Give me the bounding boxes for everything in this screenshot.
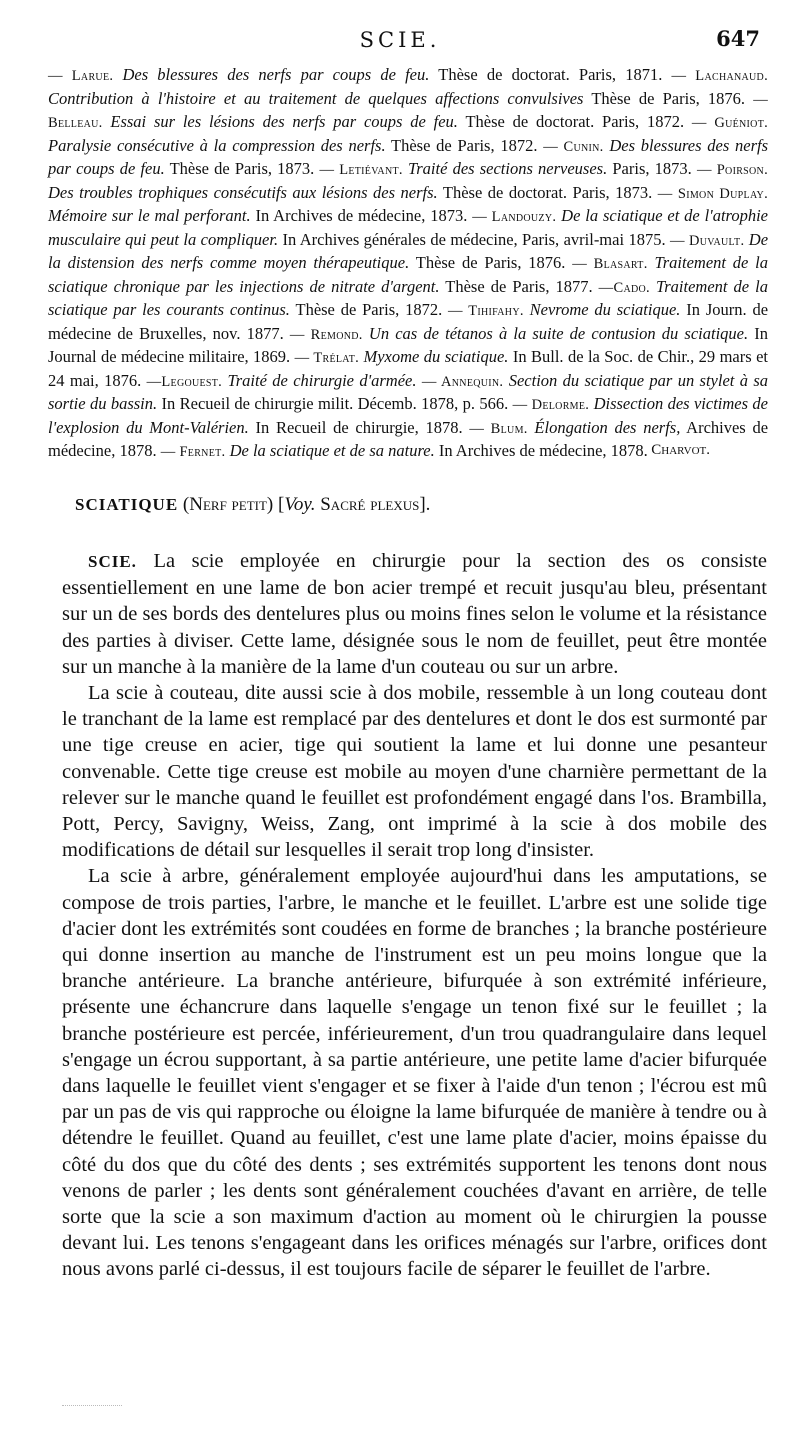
bibliography-title: Traité de chirurgie d'armée. xyxy=(227,370,417,390)
cross-reference-bracket-open: [ xyxy=(278,494,285,515)
bibliography-title: Dissection des victimes de l'explosion du Mont-Valérien. xyxy=(48,394,768,437)
cross-reference-bracket-close: ]. xyxy=(419,494,431,515)
bibliography-details: In Journal de médecine militaire, 1869. xyxy=(48,323,769,366)
bibliography-title: Contribution à l'histoire et au traitement de quelques affections convulsives xyxy=(48,88,584,108)
bibliography-title: Essai sur les lésions des nerfs par coups de feu. xyxy=(110,112,458,131)
cross-reference-head-word: SCIATIQUE xyxy=(75,495,179,514)
bibliography-title: Section du sciatique par un stylet à sa sortie du bassin. xyxy=(48,370,769,413)
page-bottom-mark xyxy=(62,1405,122,1407)
bibliography-title: Traitement de la sciatique chronique par les injections de nitrate d'argent. xyxy=(48,253,769,296)
page-number: 647 xyxy=(716,26,760,51)
bibliography-author: —Legouest. xyxy=(146,373,223,390)
bibliography-details: Thèse de doctorat. Paris, 1872. xyxy=(465,112,685,131)
bibliography-title: De la sciatique et de l'atrophie musculaire qui peut la compliquer. xyxy=(48,206,768,249)
bibliography-title: Traité des sections nerveuses. xyxy=(407,159,608,178)
bibliography-author: — Blum. xyxy=(469,420,528,437)
running-head xyxy=(40,28,760,54)
bibliography-title: Nevrome du sciatique. xyxy=(529,300,681,319)
bibliography-details: Thèse de Paris, 1877. xyxy=(445,276,593,296)
bibliography-details: In Archives de médecine, 1878. xyxy=(438,441,648,460)
bibliography-title: Des troubles trophiques consécutifs aux lésions des nerfs. xyxy=(48,182,438,202)
bibliography-details: In Archives générales de médecine, Paris, avril-mai 1875. xyxy=(282,229,666,249)
running-title: SCIE. xyxy=(359,28,441,52)
bibliography-author: —Cado. xyxy=(598,279,650,296)
bibliography-title: Myxome du sciatique. xyxy=(363,347,509,366)
bibliography-title: De la distension des nerfs comme moyen thérapeutique. xyxy=(48,229,769,272)
bibliography-signature: Charvot. xyxy=(651,442,710,458)
cross-reference-see-label: Voy. xyxy=(284,494,316,515)
bibliography-details: Thèse de Paris, 1872. xyxy=(391,135,538,155)
article-paragraph-text: La scie employée en chirurgie pour la section des os consiste essentiellement en une lame de bon acier trempé et recuit jusqu'au bleu, présentant sur un de ses bords des dentelures plus ou moins fines selon le volume et la résistance des parties à diviser. Cette lame, désignée sous le nom de feuillet, peut être montée sur un manche à la manière de la lame d'un couteau ou sur un arbre. xyxy=(62,550,768,678)
bibliography-author: — Remond. xyxy=(289,326,363,343)
bibliography-author: — Cunin. xyxy=(543,138,604,155)
bibliography-title: Des blessures des nerfs par coups de feu. xyxy=(48,135,768,178)
bibliography-author: — Landouzy. xyxy=(472,209,557,225)
bibliography-title: Mémoire sur le mal perforant. xyxy=(48,206,251,225)
bibliography-entry xyxy=(319,159,697,178)
bibliography-title: Des blessures des nerfs par coups de feu. xyxy=(122,65,430,84)
bibliography-details: In Bull. de la Soc. de Chir., 29 mars et 24 mai, 1876. xyxy=(48,347,768,390)
bibliography-details: In Recueil de chirurgie milit. Décemb. 1878, p. 566. xyxy=(161,394,509,413)
bibliography-details: In Archives de médecine, 1873. xyxy=(255,206,468,225)
bibliography-details: Archives de médecine, 1878. xyxy=(48,417,769,460)
cross-reference-entry xyxy=(75,494,765,516)
bibliography-author: — Tihifahy. xyxy=(448,303,524,319)
bibliography-author: — Blasart. xyxy=(572,256,648,272)
bibliography-title: De la sciatique et de sa nature. xyxy=(229,441,435,460)
bibliography-author: — Trélat. xyxy=(294,350,360,366)
bibliography-author: — Annequin. xyxy=(421,373,504,390)
bibliography-entry xyxy=(161,441,648,460)
bibliography-details: Thèse de Paris, 1876. xyxy=(591,88,746,108)
article-body xyxy=(62,548,767,1283)
bibliography-title: Élongation des nerfs, xyxy=(534,417,681,437)
bibliography-author: — Delorme. xyxy=(512,397,590,413)
bibliography-details: Thèse de Paris, 1876. xyxy=(415,253,566,272)
bibliography-details: Thèse de doctorat. Paris, 1871. xyxy=(438,65,663,84)
bibliography-details: In Journ. de médecine de Bruxelles, nov. 1877. xyxy=(48,300,769,343)
bibliography-title: Paralysie consécutive à la compression des nerfs. xyxy=(48,135,386,155)
cross-reference-subject: (Nerf petit) xyxy=(182,494,274,515)
bibliography-author: — Larue. xyxy=(48,68,114,84)
bibliography-title: Traitement de la sciatique par les courants continus. xyxy=(48,276,768,319)
bibliography-author: — Lachanaud. xyxy=(671,68,769,84)
bibliography-entry xyxy=(147,371,422,390)
bibliography-details: In Recueil de chirurgie, 1878. xyxy=(255,417,463,437)
bibliography-author: — Fernet. xyxy=(160,444,226,460)
bibliography-details: Thèse de doctorat. Paris, 1873. xyxy=(442,182,653,202)
bibliography-details: Thèse de Paris, 1873. xyxy=(169,159,315,178)
bibliography-author: — Guéniot. xyxy=(691,115,769,131)
cross-reference-target: Sacré plexus xyxy=(320,494,420,515)
bibliography-block xyxy=(48,64,768,464)
bibliography-author: — Belleau. xyxy=(48,91,768,131)
article-paragraph: La scie à couteau, dite aussi scie à dos mobile, ressemble à un long couteau dont le tranchant de la lame est remplacé par des dentelures et dont le dos est surmonté par une tige creuse en acier, tige qui soutient la lame et lui donne une pesanteur convenable. Cette tige creuse est mobile au moyen d'une charnière permettant de la relever sur le manche quand le feuillet est profondément engagé dans l'os. Brambilla, Pott, Percy, Savigny, Weiss, Zang, ont imprimé à la scie à dos mobile des modifications de détail sur lesquelles il serait trop long d'insister. xyxy=(62,682,767,862)
bibliography-author: — Letiévant. xyxy=(319,162,403,178)
bibliography-title: Un cas de tétanos à la suite de contusion du sciatique. xyxy=(368,323,749,343)
article-paragraph xyxy=(62,548,767,680)
bibliography-details: Thèse de Paris, 1872. xyxy=(295,300,443,319)
bibliography-entry xyxy=(48,65,672,84)
article-head-word: SCIE. xyxy=(88,552,137,571)
article-paragraph: La scie à arbre, généralement employée aujourd'hui dans les amputations, se compose de trois parties, l'arbre, le manche et le feuillet. L'arbre est une solide tige d'acier dont les extrémités sont coudées en forme de branches ; la branche postérieure qui donne insertion au manche de l'instrument est un peu moins longue que la branche antérieure. La branche antérieure, bifurquée à son extrémité inférieure, présente une échancrure dans laquelle s'engage un tenon fixé sur le feuillet ; la branche postérieure est percée, inférieurement, d'un trou quadrangulaire dans lequel s'engage un écrou supportant, à sa partie antérieure, une petite lame d'acier bifurquée dans laquelle le feuillet vient s'engager et se fixer à l'aide d'un tenon ; l'écrou est mû par un pas de vis qui rapproche ou éloigne la lame bifurquée de manière à tendre ou à détendre le feuillet. Quand au feuillet, c'est une lame plate d'acier, moins épaisse du côté du dos que du côté des dents ; ses extrémités supportent les tenons dont nous venons de parler ; les dents sont généralement couchées d'avant en arrière, de telle sorte que la scie a son maximum d'action au moment où le chirurgien la pousse devant lui. Les tenons s'engageant dans les orifices ménagés sur l'arbre, orifices dont nous avons parlé ci-dessus, il est toujours facile de séparer le feuillet de l'arbre. xyxy=(62,865,767,1281)
bibliography-author: — Duvault. xyxy=(669,232,745,249)
bibliography-details: Paris, 1873. xyxy=(612,159,692,178)
bibliography-author: — Poirson. xyxy=(696,162,769,178)
bibliography-author: — Simon Duplay. xyxy=(657,185,768,202)
